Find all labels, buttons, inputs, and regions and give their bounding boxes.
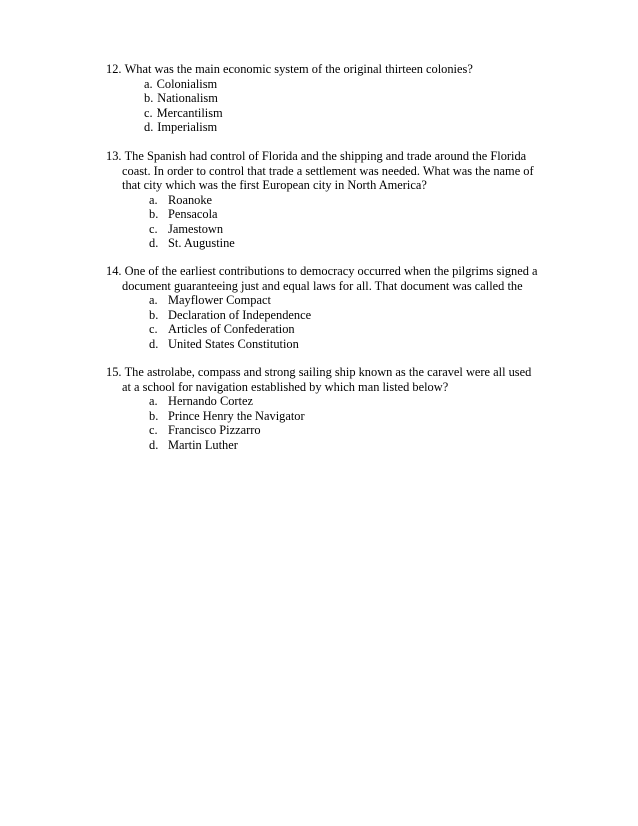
answer-option — [106, 409, 556, 424]
option-letter: c. — [149, 322, 158, 336]
question-15 — [106, 365, 556, 452]
question-number: 12. — [106, 62, 122, 76]
answer-options — [106, 293, 556, 351]
option-letter: d. — [149, 437, 159, 452]
option-letter: a. — [149, 394, 158, 408]
answer-option — [106, 193, 556, 208]
option-text: Hernando Cortez — [168, 394, 253, 408]
option-text: Imperialism — [157, 120, 218, 134]
option-letter: d. — [149, 336, 159, 351]
question-number: 14. — [106, 264, 122, 278]
question-number: 15. — [106, 365, 122, 379]
answer-option — [106, 106, 556, 121]
option-letter: d. — [144, 120, 154, 134]
answer-option — [106, 322, 556, 337]
answer-option — [106, 207, 556, 222]
option-letter: c. — [144, 105, 153, 120]
answer-option — [106, 438, 556, 453]
option-text: United States Constitution — [168, 336, 299, 351]
question-stem-continued — [106, 279, 556, 294]
option-text: Prince Henry the Navigator — [168, 408, 305, 423]
answer-option — [106, 423, 556, 438]
option-text: Roanoke — [168, 192, 213, 207]
question-stem — [106, 62, 556, 77]
option-text: Francisco Pizzarro — [168, 423, 261, 437]
question-stem-continued — [106, 178, 556, 193]
option-letter: a. — [144, 76, 153, 91]
option-letter: c. — [149, 423, 158, 437]
option-letter: b. — [149, 408, 159, 423]
question-stem — [106, 365, 556, 380]
question-number: 13. — [106, 149, 122, 163]
option-text: Colonialism — [156, 76, 218, 91]
answer-option — [106, 337, 556, 352]
question-text-line: at a school for navigation established by which man listed below? — [122, 379, 449, 394]
option-letter: b. — [149, 307, 159, 322]
question-text-line: that city which was the first European city in North America? — [122, 178, 427, 192]
option-text: Jamestown — [168, 221, 224, 236]
option-text: Martin Luther — [168, 437, 238, 452]
option-letter: a. — [149, 293, 158, 307]
answer-option — [106, 77, 556, 92]
option-text: Nationalism — [157, 91, 218, 105]
question-text-line: What was the main economic system of the original thirteen colonies? — [124, 62, 473, 76]
question-stem — [106, 149, 556, 164]
option-text: Mercantilism — [156, 105, 223, 120]
option-letter: d. — [149, 236, 159, 250]
option-letter: b. — [149, 207, 159, 221]
question-12 — [106, 62, 556, 135]
option-letter: a. — [149, 192, 158, 207]
question-text-line: One of the earliest contributions to democracy occurred when the pilgrims signed a — [124, 264, 538, 278]
option-letter: b. — [144, 91, 154, 105]
question-stem-continued — [106, 164, 556, 179]
question-stem — [106, 264, 556, 279]
question-stem-continued — [106, 380, 556, 395]
option-text: Articles of Confederation — [168, 322, 295, 336]
option-letter: c. — [149, 221, 158, 236]
option-text: Pensacola — [168, 207, 218, 221]
answer-options — [106, 193, 556, 251]
answer-option — [106, 308, 556, 323]
question-text-line: document guaranteeing just and equal laws for all. That document was called the — [122, 278, 523, 293]
question-13 — [106, 149, 556, 251]
answer-option — [106, 91, 556, 106]
question-14 — [106, 264, 556, 351]
answer-option — [106, 222, 556, 237]
answer-option — [106, 236, 556, 251]
option-text: Declaration of Independence — [168, 307, 312, 322]
question-text-line: The Spanish had control of Florida and the shipping and trade around the Florida — [124, 149, 527, 163]
option-text: Mayflower Compact — [168, 293, 271, 307]
question-text-line: coast. In order to control that trade a settlement was needed. What was the name of — [122, 163, 534, 178]
question-text-line: The astrolabe, compass and strong sailing ship known as the caravel were all used — [124, 365, 532, 379]
answer-options — [106, 394, 556, 452]
option-text: St. Augustine — [168, 236, 235, 250]
answer-option — [106, 394, 556, 409]
answer-option — [106, 293, 556, 308]
answer-options — [106, 77, 556, 135]
answer-option — [106, 120, 556, 135]
